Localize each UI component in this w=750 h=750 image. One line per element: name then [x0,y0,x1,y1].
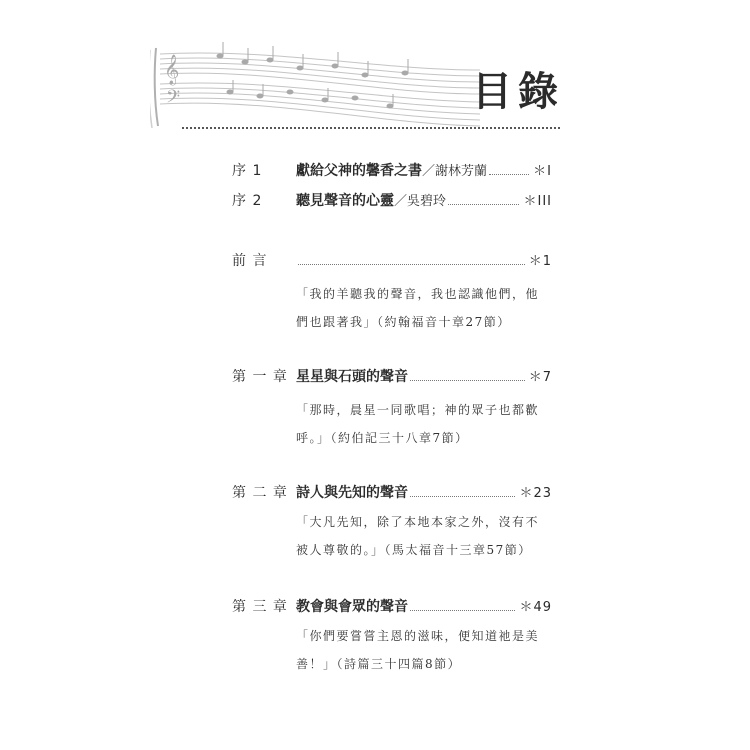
dot-leader [410,380,525,381]
toc-entry-label: 第 一 章 [232,369,288,385]
quote-line: 「我的羊聽我的聲音，我也認識他們，他 [296,287,540,301]
svg-text:𝄢: 𝄢 [166,87,181,112]
toc-entry-page: ＊III [523,194,552,209]
quote-line: 們也跟著我」（約翰福音十章27節） [296,315,511,329]
toc-entry-title: 詩人與先知的聲音 [296,485,408,501]
toc-entry-quote [296,622,554,678]
toc-entry-preface-2[interactable] [232,190,552,214]
toc-entry-label: 前 言 [232,253,268,269]
toc-entry-chapter-2[interactable] [232,482,552,506]
title-dotted-rule [182,127,560,129]
toc-entry-page: ＊I [533,164,552,179]
toc-entry-foreword[interactable] [232,250,552,274]
toc-entry-label: 序 2 [232,193,263,209]
quote-line: 呼。」（約伯記三十八章7節） [296,431,469,445]
dot-leader [448,204,519,205]
toc-entry-author: ／吳碧玲 [394,194,447,209]
dot-leader [410,610,515,611]
toc-entry-title: 獻給父神的馨香之書 [296,163,422,179]
quote-line: 被人尊敬的。」（馬太福音十三章57節） [296,543,532,557]
toc-entry-page: ＊49 [519,600,552,615]
dot-leader [298,264,525,265]
toc-entry-label: 第 三 章 [232,599,288,615]
toc-entry-preface-1[interactable] [232,160,552,184]
svg-text:𝄞: 𝄞 [164,55,180,85]
toc-entry-label: 第 二 章 [232,485,288,501]
dot-leader [410,496,515,497]
toc-entry-title: 星星與石頭的聲音 [296,369,408,385]
dot-leader [489,174,529,175]
toc-entry-title: 教會與會眾的聲音 [296,599,408,615]
page-title: 目錄 [472,68,564,115]
toc-entry-chapter-3[interactable] [232,596,552,620]
quote-line: 「你們要嘗嘗主恩的滋味，便知道祂是美 [296,629,540,643]
toc-entry-title: 聽見聲音的心靈 [296,193,394,209]
toc-entry-page: ＊1 [528,254,552,269]
toc-entry-author: ／謝林芳蘭 [422,164,488,179]
toc-entry-label: 序 1 [232,163,263,179]
toc-entry-page: ＊23 [519,486,552,501]
toc-entry-quote [296,508,554,564]
toc-entry-page: ＊7 [528,370,552,385]
quote-line: 「大凡先知，除了本地本家之外，沒有不 [296,515,540,529]
toc-entry-quote [296,396,554,452]
quote-line: 善！」（詩篇三十四篇8節） [296,657,462,671]
toc-entry-chapter-1[interactable] [232,366,552,390]
toc-entry-quote [296,280,554,336]
quote-line: 「那時，晨星一同歌唱；神的眾子也都歡 [296,403,540,417]
